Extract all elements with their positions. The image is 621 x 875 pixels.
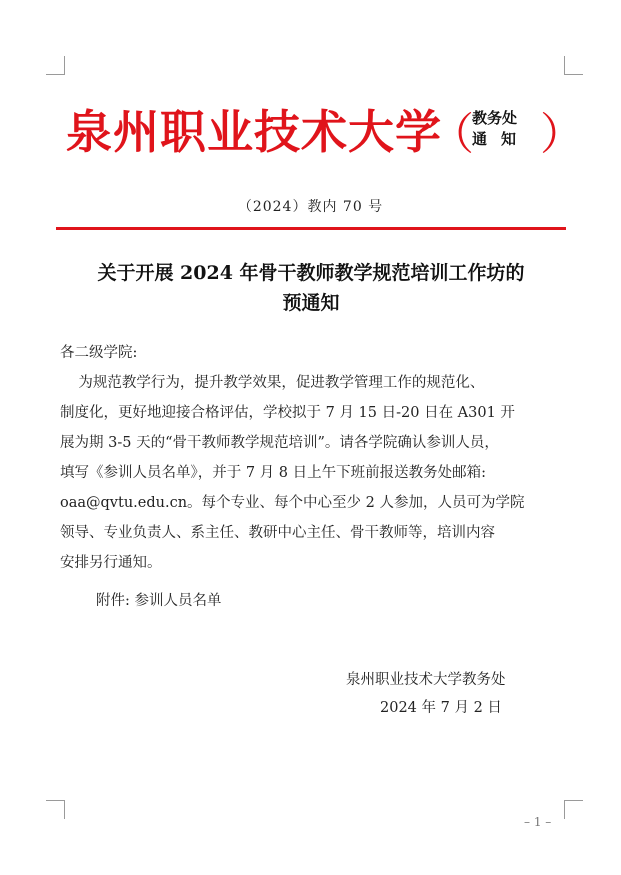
red-divider-line bbox=[56, 227, 566, 230]
body-line: 填写《参训人员名单》，并于 7 月 8 日上午下班前报送教务处邮箱: bbox=[60, 465, 487, 481]
crop-mark-bottom-left bbox=[46, 800, 65, 819]
body-paragraph bbox=[60, 368, 568, 578]
title-line-2: 预通知 bbox=[282, 292, 340, 314]
salutation: 各二级学院: bbox=[60, 345, 138, 361]
body-line: 安排另行通知。 bbox=[60, 555, 162, 571]
attachment-note: 附件: 参训人员名单 bbox=[96, 593, 222, 609]
body-line: 展为期 3-5 天的“骨干教师教学规范培训”。请各学院确认参训人员， bbox=[60, 435, 499, 451]
header-paren-left: （ bbox=[430, 109, 474, 160]
body-line: 领导、专业负责人、系主任、教研中心主任、骨干教师等，培训内容 bbox=[60, 525, 495, 541]
header-paren-right: ） bbox=[540, 109, 584, 160]
crop-mark-top-left bbox=[46, 56, 65, 75]
signature-date: 2024 年 7 月 2 日 bbox=[380, 700, 502, 716]
crop-mark-top-right bbox=[564, 56, 583, 75]
body-line: 制度化，更好地迎接合格评估，学校拟于 7 月 15 日-20 日在 A301 开 bbox=[60, 405, 515, 421]
issuing-organization: 泉州职业技术大学 bbox=[66, 105, 442, 159]
page-number: – 1 – bbox=[524, 815, 552, 829]
document-number: （2024）教内 70 号 bbox=[237, 199, 384, 215]
department-name: 教务处 bbox=[472, 109, 518, 127]
notice-label: 通知 bbox=[472, 130, 531, 148]
crop-mark-bottom-right bbox=[564, 800, 583, 819]
document-title bbox=[56, 258, 566, 318]
department-label bbox=[472, 108, 530, 150]
body-line: oaa@qvtu.edu.cn。每个专业、每个中心至少 2 人参加，人员可为学院 bbox=[60, 495, 525, 511]
signature-organization: 泉州职业技术大学教务处 bbox=[346, 672, 506, 688]
body-line: 为规范教学行为，提升教学效果，促进教学管理工作的规范化、 bbox=[60, 375, 485, 391]
title-line-1: 关于开展 2024 年骨干教师教学规范培训工作坊的 bbox=[97, 262, 525, 284]
